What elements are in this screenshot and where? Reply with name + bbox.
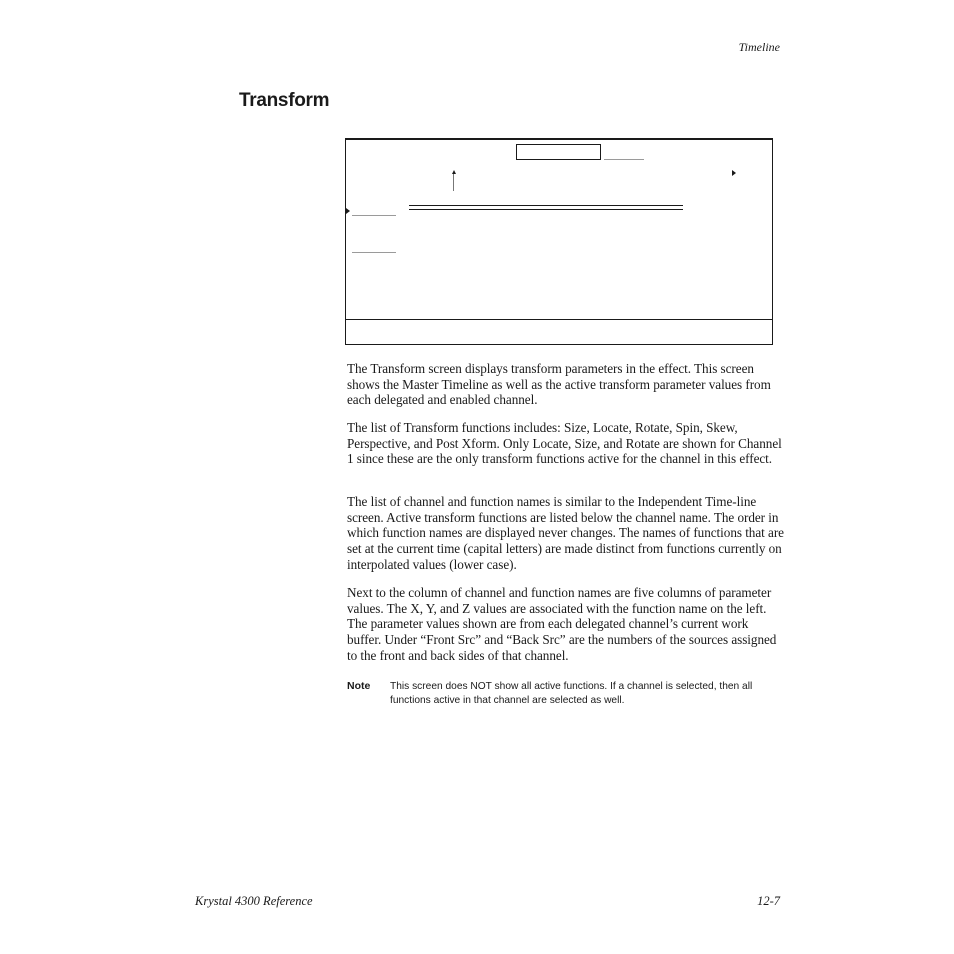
screen-label-rule [604,159,644,160]
arrow-right-icon [732,170,736,176]
screen-title-box [516,144,601,160]
transform-screen-figure [345,138,773,345]
screen-status-bar [346,319,772,320]
body-paragraph: The list of channel and function names is similar to the Independent Time-line screen. Active transform functions are listed below the channel name. The order in which function names are displayed never changes. The names of functions that are set at the current time (capital letters) are made distinct from functions currently on interpolated values (lower case). [347,494,784,572]
footer-page-number: 12-7 [757,894,780,908]
channel-name-rule [352,215,396,216]
section-title: Transform [239,90,330,111]
body-paragraph: The list of Transform functions includes: Size, Locate, Rotate, Spin, Skew, Perspective, and Post Xform. Only Locate, Size, and Rotate are shown for Channel 1 since these are the only transform functions active for the channel in this effect. [347,420,782,467]
current-time-cursor [452,170,455,192]
master-timeline-bar [409,205,683,210]
arrow-right-icon [346,208,350,214]
function-name-rule [352,252,396,253]
note-text: This screen does NOT show all active functions. If a channel is selected, then all functions active in that channel are selected as well. [390,681,753,706]
running-head: Timeline [738,40,780,54]
body-paragraph: The Transform screen displays transform parameters in the effect. This screen shows the Master Timeline as well as the active transform parameter values from each delegated and enabled channel. [347,361,771,408]
footer-manual-title: Krystal 4300 Reference [195,894,313,908]
note-label: Note [347,680,371,692]
body-paragraph: Next to the column of channel and function names are five columns of parameter values. The X, Y, and Z values are associated with the function name on the left. The parameter values shown are from each delegated channel’s current work buffer. Under “Front Src” and “Back Src” are the numbers of the sources assigned to the front and back sides of that channel. [347,585,777,663]
